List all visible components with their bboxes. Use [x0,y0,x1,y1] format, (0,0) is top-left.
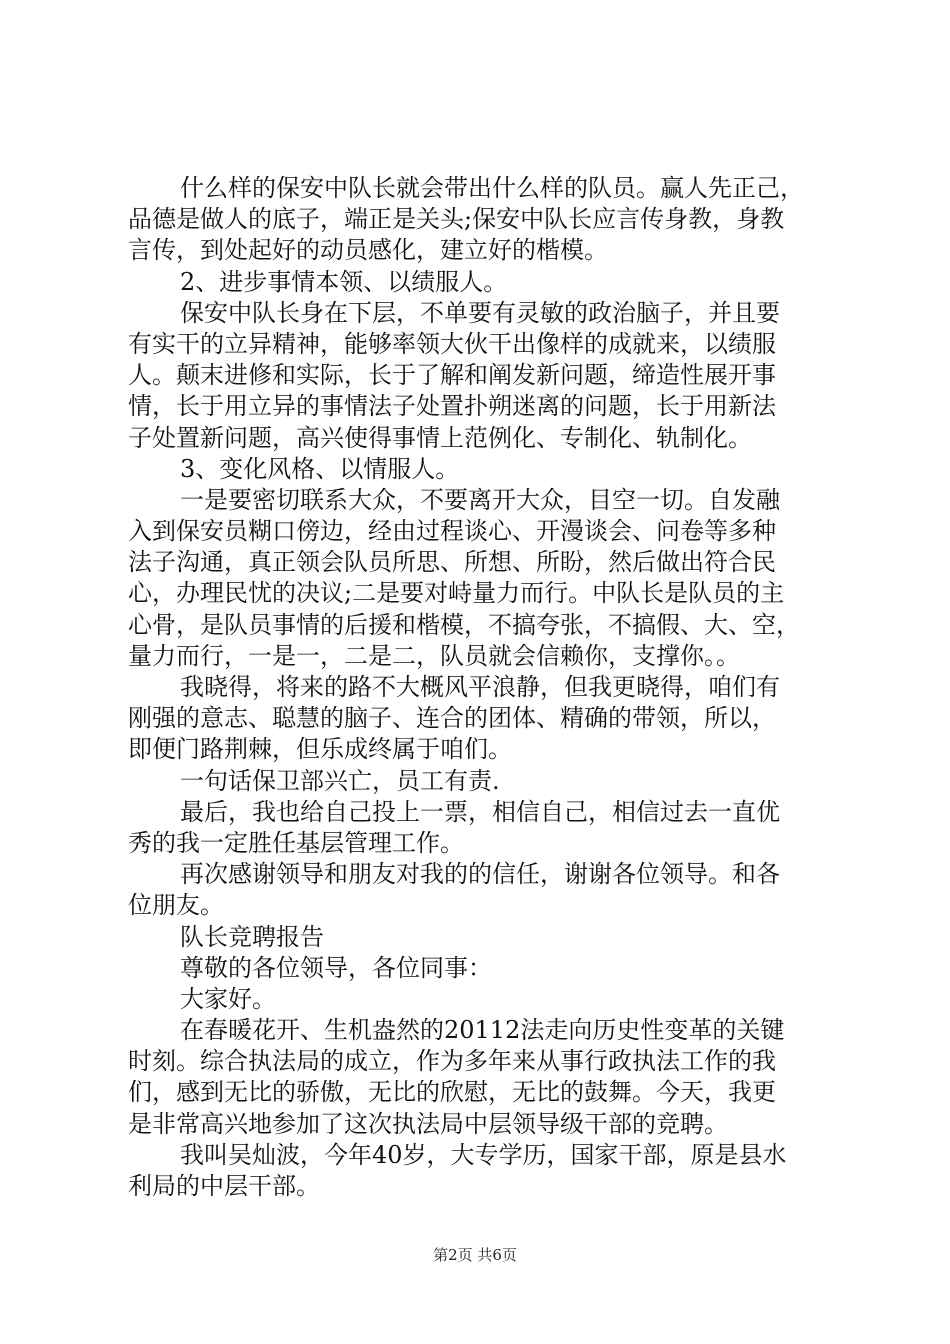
text-line: 一句话保卫部兴亡，员工有责. [180,766,500,795]
text-line: 是非常高兴地参加了这次执法局中层领导级干部的竞聘。 [128,1109,728,1138]
text-line: 尊敬的各位领导，各位同事： [180,953,492,982]
text-line: 保安中队长身在下层，不单要有灵敏的政治脑子，并且要 [180,298,780,327]
text-line: 时刻。综合执法局的成立，作为多年来从事行政执法工作的我 [128,1047,776,1076]
text-line: 在春暖花开、生机盎然的20112法走向历史性变革的关键 [180,1016,785,1045]
text-line: 我晓得，将来的路不大概风平浪静，但我更晓得，咱们有 [180,673,780,701]
text-line: 们，感到无比的骄傲，无比的欣慰，无比的鼓舞。今天，我更 [128,1078,776,1107]
text-line: 有实干的立异精神，能够率领大伙干出像样的成就来，以绩服 [128,329,776,358]
text-line: 量力而行，一是一，二是二，队员就会信赖你，支撑你。。 [128,641,740,670]
text-line: 情，长于用立异的事情法子处置扑朔迷离的问题，长于用新法 [128,392,776,421]
text-line: 我叫吴灿波，今年40岁，大专学历，国家干部，原是县水 [180,1140,787,1169]
page-footer: 第2页 共6页 [433,1246,517,1264]
text-line: 即便门路荆棘，但乐成终属于咱们。 [128,735,512,764]
text-line: 秀的我一定胜任基层管理工作。 [128,828,464,857]
text-line: 大家好。 [180,984,276,1013]
text-line: 入到保安员糊口傍边，经由过程谈心、开漫谈会、问卷等多种 [128,517,776,546]
text-line: 心骨，是队员事情的后援和楷模，不搞夸张，不搞假、大、空， [128,610,800,639]
text-line: 一是要密切联系大众，不要离开大众，目空一切。自发融 [180,485,780,514]
text-line: 利局的中层干部。 [128,1172,320,1200]
text-line: 刚强的意志、聪慧的脑子、连合的团体、精确的带领，所以， [128,704,776,733]
text-line: 3、变化风格、以情服人。 [180,454,460,483]
text-line: 法子沟通，真正领会队员所思、所想、所盼，然后做出符合民 [128,548,776,577]
text-line: 队长竞聘报告 [180,922,324,951]
text-line: 品德是做人的底子，端正是关头;保安中队长应言传身教，身教 [128,205,785,234]
text-line: 什么样的保安中队长就会带出什么样的队员。赢人先正己， [180,174,804,202]
text-line: 人。颠末进修和实际，长于了解和阐发新问题，缔造性展开事 [128,361,776,390]
text-line: 再次感谢领导和朋友对我的的信任，谢谢各位领导。和各 [180,860,780,889]
text-line: 位朋友。 [128,891,224,920]
text-line: 言传，到处起好的动员感化，建立好的楷模。 [128,236,608,265]
text-line: 2、进步事情本领、以绩服人。 [180,267,508,296]
text-line: 最后，我也给自己投上一票，相信自己，相信过去一直优 [180,797,780,826]
text-line: 心，办理民忧的决议;二是要对峙量力而行。中队长是队员的主 [128,579,785,608]
document-body [128,173,840,1202]
text-line: 子处置新问题，高兴使得事情上范例化、专制化、轨制化。 [128,423,752,452]
